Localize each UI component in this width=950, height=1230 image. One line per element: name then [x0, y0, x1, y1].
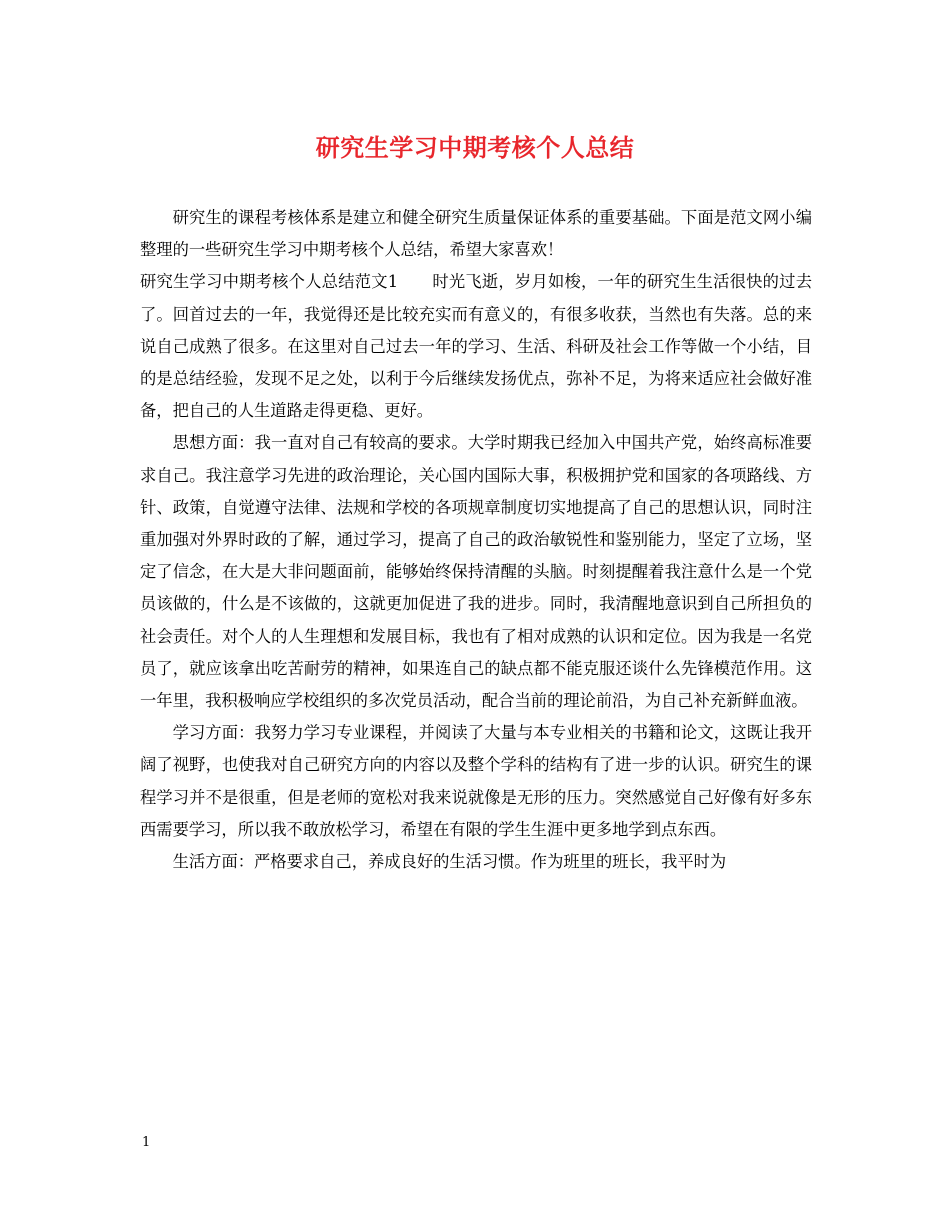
page-number: 1: [142, 1135, 151, 1150]
life-paragraph: 生活方面：严格要求自己，养成良好的生活习惯。作为班里的班长，我平时为: [172, 852, 727, 872]
thought-paragraph: 思想方面：我一直对自己有较高的要求。大学时期我已经加入中国共产党，始终高标准要求自己。我注意学习先进的政治理论，关心国内国际大事，积极拥护党和国家的各项路线、方针、政策，自觉遵守法律、法规和学校的各项规章制度切实地提高了自己的思想认识，同时注重加强对外界时政的了解，通过学习，提高了自己的政治敏锐性和鉴别能力，坚定了立场，坚定了信念，在大是大非问题面前，能够始终保持清醒的头脑。时刻提醒着我注意什么是一个党员该做的，什么是不该做的，这就更加促进了我的进步。同时，我清醒地意识到自己所担负的社会责任。对个人的人生理想和发展目标，我也有了相对成熟的认识和定位。因为我是一名党员了，就应该拿出吃苦耐劳的精神，如果连自己的缺点都不能克服还谈什么先锋模范作用。这一年里，我积极响应学校组织的多次党员活动，配合当前的理论前沿，为自己补充新鲜血液。: [140, 433, 812, 711]
document-title: 研究生学习中期考核个人总结: [315, 133, 635, 162]
sample-opening-text: 时光飞逝，岁月如梭，一年的研究生生活很快的过去了。回首过去的一年，我觉得还是比较充实而有意义的，有很多收获，当然也有失落。总的来说自己成熟了很多。在这里对自己过去一年的学习、生活、科研及社会工作等做一个小结，目的是总结经验，发现不足之处，以利于今后继续发扬优点，弥补不足，为将来适应社会做好准备，把自己的人生道路走得更稳、更好。: [140, 272, 812, 421]
sample-paragraph: [140, 266, 812, 427]
intro-paragraph: 研究生的课程考核体系是建立和健全研究生质量保证体系的重要基础。下面是范文网小编整理的一些研究生学习中期考核个人总结，希望大家喜欢！: [140, 208, 812, 260]
sample-heading: 研究生学习中期考核个人总结范文1: [140, 272, 399, 292]
study-paragraph: 学习方面：我努力学习专业课程，并阅读了大量与本专业相关的书籍和论文，这既让我开阔了视野，也使我对自己研究方向的内容以及整个学科的结构有了进一步的认识。研究生的课程学习并不是很重，但是老师的宽松对我来说就像是无形的压力。突然感觉自己好像有好多东西需要学习，所以我不敢放松学习，希望在有限的学生生涯中更多地学到点东西。: [140, 723, 812, 839]
document-body: [140, 202, 812, 878]
